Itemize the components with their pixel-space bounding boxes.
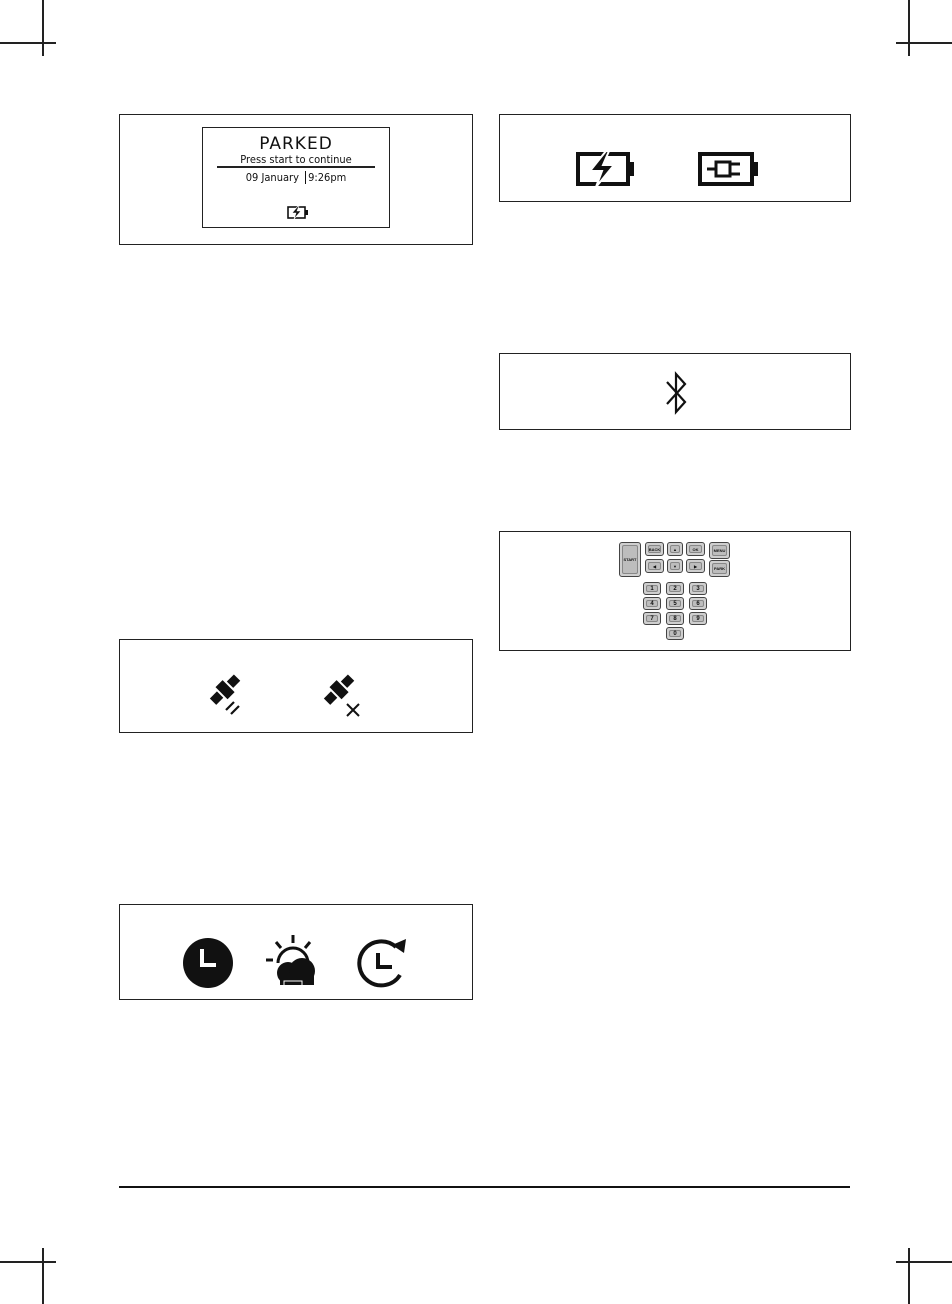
battery-plug-icon — [698, 151, 760, 187]
key-5[interactable]: 5 — [666, 597, 684, 610]
crop-mark — [908, 0, 910, 56]
ok-key[interactable] — [686, 542, 705, 556]
date-time — [203, 171, 389, 184]
key-9[interactable]: 9 — [689, 612, 707, 625]
key-8[interactable]: 8 — [666, 612, 684, 625]
park-label: PARK — [713, 566, 726, 571]
status-title: PARKED — [259, 134, 333, 154]
battery-charging-icon — [287, 206, 309, 219]
ok-label: OK — [692, 546, 699, 552]
right-key[interactable]: ▶ — [686, 559, 705, 573]
start-label: START — [623, 557, 637, 562]
crop-mark — [896, 42, 952, 44]
park-key[interactable] — [709, 560, 730, 577]
left-key[interactable]: ◀ — [645, 559, 664, 573]
key-7[interactable]: 7 — [643, 612, 661, 625]
back-label: BACK — [648, 546, 661, 552]
key-3[interactable]: 3 — [689, 582, 707, 595]
gps-icons-figure — [119, 639, 473, 733]
crop-mark — [0, 42, 56, 44]
start-key[interactable] — [619, 542, 641, 577]
footer-rule — [119, 1186, 850, 1188]
time-text: 9:26pm — [308, 171, 347, 184]
bluetooth-icon — [664, 370, 690, 416]
crop-mark — [42, 0, 44, 56]
keypad-figure — [499, 531, 851, 651]
battery-charging-icon — [576, 151, 636, 187]
down-key[interactable]: ▼ — [667, 559, 683, 573]
satellite-no-signal-icon — [318, 670, 366, 720]
menu-key[interactable] — [709, 542, 730, 559]
key-1[interactable]: 1 — [643, 582, 661, 595]
crop-mark — [0, 1261, 56, 1263]
status-subtitle: Press start to continue — [240, 153, 352, 166]
key-0[interactable]: 0 — [666, 627, 684, 640]
crop-mark — [908, 1248, 910, 1304]
battery-icons-figure — [499, 114, 851, 202]
schedule-icons-figure — [119, 904, 473, 1000]
satellite-signal-icon — [204, 670, 252, 716]
separator — [305, 171, 306, 184]
crop-mark — [896, 1261, 952, 1263]
clock-override-icon — [358, 937, 412, 989]
bluetooth-figure — [499, 353, 851, 430]
up-key[interactable]: ▲ — [667, 542, 683, 556]
key-2[interactable]: 2 — [666, 582, 684, 595]
mower-display — [202, 127, 390, 228]
clock-icon — [182, 937, 234, 989]
key-6[interactable]: 6 — [689, 597, 707, 610]
back-key[interactable] — [645, 542, 664, 556]
keypad — [619, 542, 733, 640]
divider — [217, 166, 375, 168]
parked-display-figure — [119, 114, 473, 245]
menu-label: MENU — [713, 548, 726, 553]
date-text: 09 January — [245, 171, 299, 184]
crop-mark — [42, 1248, 44, 1304]
key-4[interactable]: 4 — [643, 597, 661, 610]
weather-timer-icon — [264, 933, 322, 991]
